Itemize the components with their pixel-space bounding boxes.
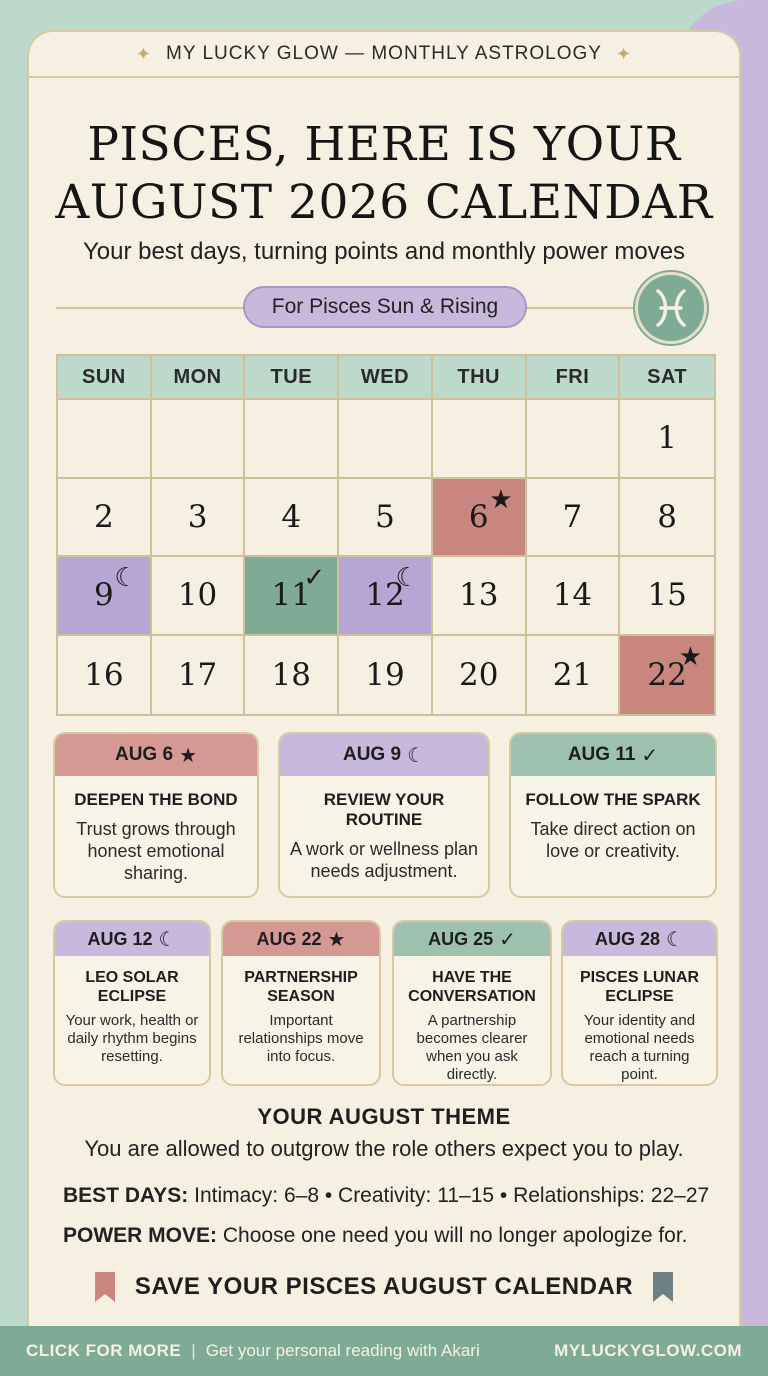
event-date: AUG 6 xyxy=(114,744,174,765)
footer-text: Get your personal reading with Akari xyxy=(205,1341,480,1360)
day-number: 15 xyxy=(647,577,687,614)
day-number: 1 xyxy=(657,420,677,457)
event-description: Your work, health or daily rhythm begins resetting. xyxy=(65,1012,199,1065)
event-card[interactable] xyxy=(278,732,490,898)
calendar-day[interactable] xyxy=(58,636,152,715)
day-number: 22 xyxy=(647,656,687,693)
event-date: AUG 22 xyxy=(256,928,322,949)
event-card[interactable] xyxy=(509,732,717,898)
moon-icon: ☾ xyxy=(407,743,425,767)
audience-pill: For Pisces Sun & Rising xyxy=(243,286,527,328)
event-date-header xyxy=(55,922,209,956)
day-number: 11 xyxy=(271,577,311,614)
event-date-header xyxy=(280,734,488,776)
moon-icon: ☾ xyxy=(666,927,684,951)
day-number: 5 xyxy=(375,498,395,535)
weekday-header: FRI xyxy=(527,356,621,400)
divider-right xyxy=(525,307,637,309)
event-title: PISCES LUNAR ECLIPSE xyxy=(579,969,700,1005)
calendar-day[interactable] xyxy=(58,479,152,558)
footer-separator: | xyxy=(191,1341,196,1360)
calendar-day[interactable] xyxy=(620,636,714,715)
calendar-day[interactable] xyxy=(339,636,433,715)
calendar-empty-cell xyxy=(339,400,433,479)
event-date: AUG 9 xyxy=(342,744,402,765)
calendar-day[interactable] xyxy=(620,557,714,636)
weekday-header: TUE xyxy=(245,356,339,400)
moon-icon: ☾ xyxy=(114,563,138,593)
theme-heading: YOUR AUGUST THEME xyxy=(257,1104,511,1129)
calendar-day[interactable] xyxy=(339,479,433,558)
event-card[interactable] xyxy=(221,920,381,1086)
moon-icon: ☾ xyxy=(395,563,419,593)
brand-bar xyxy=(29,32,739,78)
calendar-day[interactable] xyxy=(245,479,339,558)
event-date-header xyxy=(511,734,715,776)
check-icon: ✓ xyxy=(303,563,326,593)
calendar-empty-cell xyxy=(245,400,339,479)
day-number: 9 xyxy=(93,577,114,614)
calendar-day[interactable] xyxy=(152,479,246,558)
day-number: 21 xyxy=(552,656,593,693)
calendar-empty-cell xyxy=(152,400,246,479)
weekday-header: THU xyxy=(433,356,527,400)
event-title: PARTNERSHIP SEASON xyxy=(244,969,358,1005)
day-number: 3 xyxy=(187,498,208,535)
calendar-day[interactable] xyxy=(527,479,621,558)
power-move-label: POWER MOVE: xyxy=(63,1224,218,1247)
calendar-day[interactable] xyxy=(527,557,621,636)
calendar-day[interactable] xyxy=(433,557,527,636)
calendar-empty-cell xyxy=(527,400,621,479)
star-icon: ★ xyxy=(179,743,197,767)
weekday-header: SUN xyxy=(58,356,152,400)
page-subtitle: Your best days, turning points and monthly power moves xyxy=(82,238,686,265)
day-number: 10 xyxy=(177,577,218,614)
best-days-text: Intimacy: 6–8 • Creativity: 11–15 • Relationships: 22–27 xyxy=(194,1184,710,1207)
day-number: 16 xyxy=(84,656,124,693)
weekday-header: WED xyxy=(339,356,433,400)
bookmark-icon xyxy=(653,1272,673,1302)
day-number: 7 xyxy=(562,498,583,535)
weekday-header: MON xyxy=(152,356,246,400)
event-description: Your identity and emotional needs reach a turning point. xyxy=(583,1012,696,1083)
check-icon: ✓ xyxy=(499,927,516,951)
event-title: HAVE THE CONVERSATION xyxy=(408,969,536,1005)
moon-icon: ☾ xyxy=(158,927,177,951)
event-card[interactable] xyxy=(561,920,718,1086)
footer-bar xyxy=(0,1326,768,1376)
day-number: 19 xyxy=(365,656,405,693)
event-date-header xyxy=(223,922,379,956)
event-date-header xyxy=(394,922,550,956)
power-move-line xyxy=(63,1224,688,1248)
calendar-day[interactable] xyxy=(339,557,433,636)
calendar-day[interactable] xyxy=(245,636,339,715)
day-number: 12 xyxy=(365,577,405,614)
best-days-label: BEST DAYS: xyxy=(63,1184,189,1207)
brand-line: MY LUCKY GLOW — MONTHLY ASTROLOGY xyxy=(166,43,602,64)
event-card[interactable] xyxy=(53,920,211,1086)
site-link[interactable]: MYLUCKYGLOW.COM xyxy=(554,1341,742,1360)
event-title: DEEPEN THE BOND xyxy=(74,790,238,809)
day-number: 13 xyxy=(458,577,499,614)
calendar-day[interactable] xyxy=(58,557,152,636)
calendar-day[interactable] xyxy=(620,479,714,558)
star-icon: ★ xyxy=(678,641,702,672)
star-icon: ★ xyxy=(327,927,346,951)
calendar-day[interactable] xyxy=(527,636,621,715)
event-date: AUG 28 xyxy=(595,928,661,949)
calendar-day[interactable] xyxy=(245,557,339,636)
calendar-day[interactable] xyxy=(620,400,714,479)
star-icon: ★ xyxy=(489,484,513,515)
day-number: 20 xyxy=(458,656,499,693)
sparkle-icon: ✦ xyxy=(135,43,153,64)
bookmark-icon xyxy=(95,1272,115,1302)
event-description: A partnership becomes clearer when you ask directly. xyxy=(416,1012,528,1083)
calendar-card xyxy=(27,30,741,1330)
click-for-more-link[interactable]: CLICK FOR MORE xyxy=(26,1341,182,1360)
event-title: FOLLOW THE SPARK xyxy=(525,790,701,809)
day-number: 18 xyxy=(271,656,311,693)
event-card[interactable] xyxy=(392,920,552,1086)
calendar-day[interactable] xyxy=(433,636,527,715)
day-number: 2 xyxy=(93,498,114,535)
month-calendar xyxy=(56,354,716,716)
calendar-day[interactable] xyxy=(433,479,527,558)
day-number: 6 xyxy=(468,498,489,535)
divider-left xyxy=(56,307,246,309)
save-calendar-cta[interactable] xyxy=(29,1272,739,1302)
event-date-header xyxy=(55,734,257,776)
event-title: REVIEW YOUR ROUTINE xyxy=(323,790,445,829)
calendar-empty-cell xyxy=(433,400,527,479)
save-calendar-label: SAVE YOUR PISCES AUGUST CALENDAR xyxy=(134,1273,634,1300)
page-title-line-2: AUGUST 2026 CALENDAR xyxy=(55,175,713,230)
calendar-day[interactable] xyxy=(152,557,246,636)
sparkle-icon: ✦ xyxy=(615,43,633,64)
event-description: Take direct action on love or creativity. xyxy=(530,819,696,861)
power-move-text: Choose one need you will no longer apologize for. xyxy=(222,1224,688,1247)
check-icon: ✓ xyxy=(641,743,659,767)
event-date: AUG 12 xyxy=(87,928,153,949)
event-description: Important relationships move into focus. xyxy=(238,1012,364,1065)
event-date-header xyxy=(563,922,716,956)
day-number: 14 xyxy=(552,577,593,614)
theme-text: You are allowed to outgrow the role others expect you to play. xyxy=(84,1136,684,1161)
event-date: AUG 25 xyxy=(428,928,494,949)
day-number: 17 xyxy=(177,656,218,693)
pisces-glyph-icon xyxy=(635,272,707,344)
calendar-day[interactable] xyxy=(152,636,246,715)
event-date: AUG 11 xyxy=(567,744,636,765)
event-title: LEO SOLAR ECLIPSE xyxy=(85,969,179,1005)
day-number: 8 xyxy=(657,498,677,535)
event-card[interactable] xyxy=(53,732,259,898)
best-days-line xyxy=(63,1184,709,1208)
day-number: 4 xyxy=(281,498,302,535)
weekday-header: SAT xyxy=(620,356,714,400)
event-description: Trust grows through honest emotional sharing. xyxy=(76,819,236,883)
page-title-line-1: PISCES, HERE IS YOUR xyxy=(87,117,681,172)
event-description: A work or wellness plan needs adjustment. xyxy=(289,839,479,881)
calendar-empty-cell xyxy=(58,400,152,479)
